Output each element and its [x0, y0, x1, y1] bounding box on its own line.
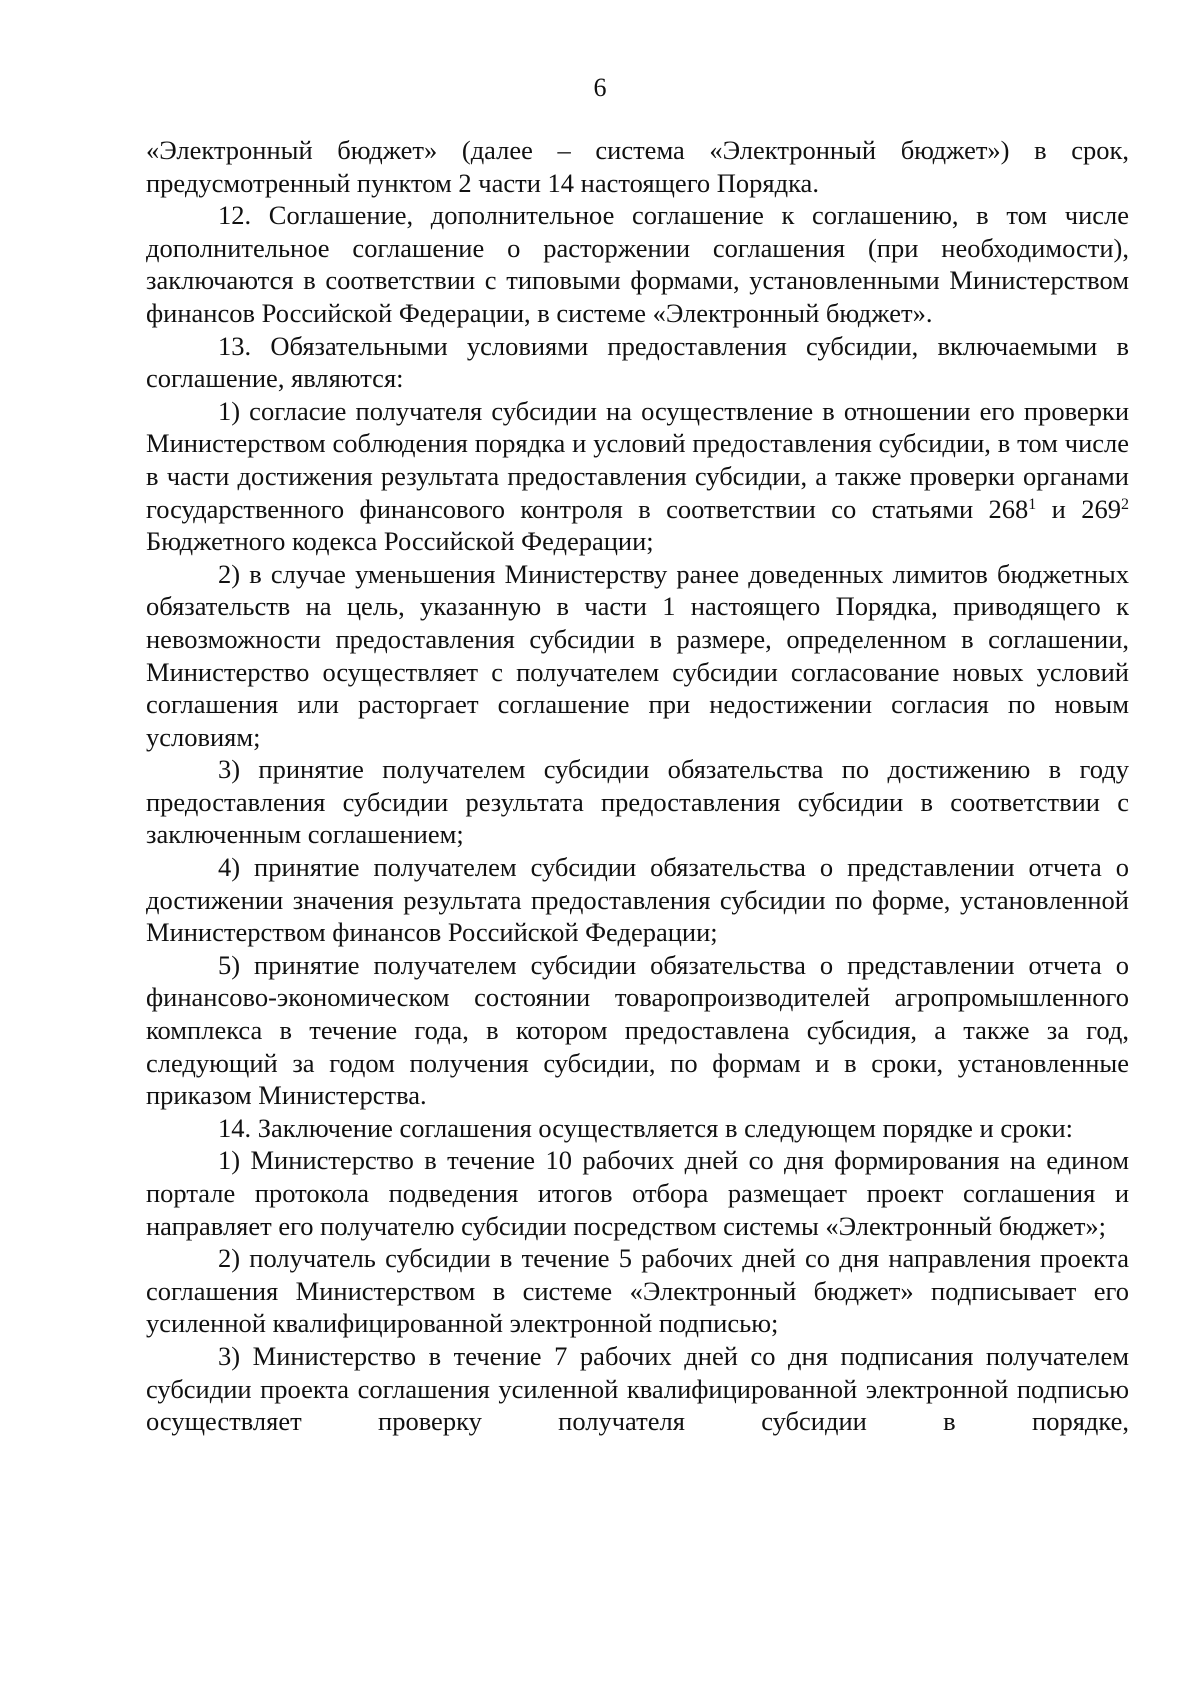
paragraph-continuation: «Электронный бюджет» (далее – система «Электронный бюджет») в срок, предусмотренный пунктом 2 части 14 настоящего Порядка. — [146, 135, 1129, 198]
paragraph-item-12: 12. Соглашение, дополнительное соглашение к соглашению, в том числе дополнительное соглашение о расторжении соглашения (при необходимости), заключаются в соответствии с типовыми формами, установленными Министерством финансов Российской Федерации, в системе «Электронный бюджет». — [146, 200, 1129, 328]
condition-1-text-c: Бюджетного кодекса Российской Федерации; — [146, 526, 654, 557]
paragraph-condition-4: 4) принятие получателем субсидии обязательства о представлении отчета о достижении значения результата предоставления субсидии по форме, установленной Министерством финансов Российской Федерации; — [146, 852, 1129, 948]
paragraph-item-13: 13. Обязательными условиями предоставления субсидии, включаемыми в соглашение, являются: — [146, 330, 1129, 394]
paragraph-condition-5: 5) принятие получателем субсидии обязательства о представлении отчета о финансово-экономическом состоянии товаропроизводителей агропромышленного комплекса в течение года, в котором предоставлена субсидия, а также за год, следующий за годом получения субсидии, по формам и в сроки, установленные приказом Министерства. — [146, 949, 1129, 1111]
paragraph-condition-3: 3) принятие получателем субсидии обязательства по достижению в году предоставления субсидии результата предоставления субсидии в соответствии с заключенным соглашением; — [146, 754, 1129, 850]
paragraph-condition-2: 2) в случае уменьшения Министерству ранее доведенных лимитов бюджетных обязательств на цель, указанную в части 1 настоящего Порядка, приводящего к невозможности предоставления субсидии в размере, определенном в соглашении, Министерство осуществляет с получателем субсидии согласование новых условий соглашения или расторгает соглашение при недостижении согласия по новым условиям; — [146, 558, 1129, 752]
paragraph-condition-1 — [146, 395, 1129, 558]
document-body — [146, 134, 1129, 1438]
superscript-2: 2 — [1120, 495, 1129, 513]
paragraph-item-14: 14. Заключение соглашения осуществляется в следующем порядке и сроки: — [218, 1112, 1074, 1143]
paragraph-step-3: 3) Министерство в течение 7 рабочих дней со дня подписания получателем субсидии проекта соглашения усиленной квалифицированной электронной подписью осуществляет проверку получателя субсидии в порядке, — [146, 1340, 1129, 1437]
paragraph-step-1: 1) Министерство в течение 10 рабочих дней со дня формирования на едином портале протокола подведения итогов отбора размещает проект соглашения и направляет его получателю субсидии посредством системы «Электронный бюджет»; — [146, 1145, 1129, 1241]
condition-1-text-a: 1) согласие получателя субсидии на осуществление в отношении его проверки Министерством соблюдения порядка и условий предоставления субсидии, в том числе в части достижения результата предоставления субсидии, а также проверки органами государственного финансового контроля в соответствии со статьями 268 — [146, 395, 1129, 524]
page-number: 6 — [593, 73, 607, 102]
superscript-1: 1 — [1028, 495, 1037, 513]
condition-1-text-b: и 269 — [1036, 493, 1121, 524]
paragraph-step-2: 2) получатель субсидии в течение 5 рабочих дней со дня направления проекта соглашения Министерством в системе «Электронный бюджет» подписывает его усиленной квалифицированной электронной подписью; — [146, 1243, 1129, 1339]
